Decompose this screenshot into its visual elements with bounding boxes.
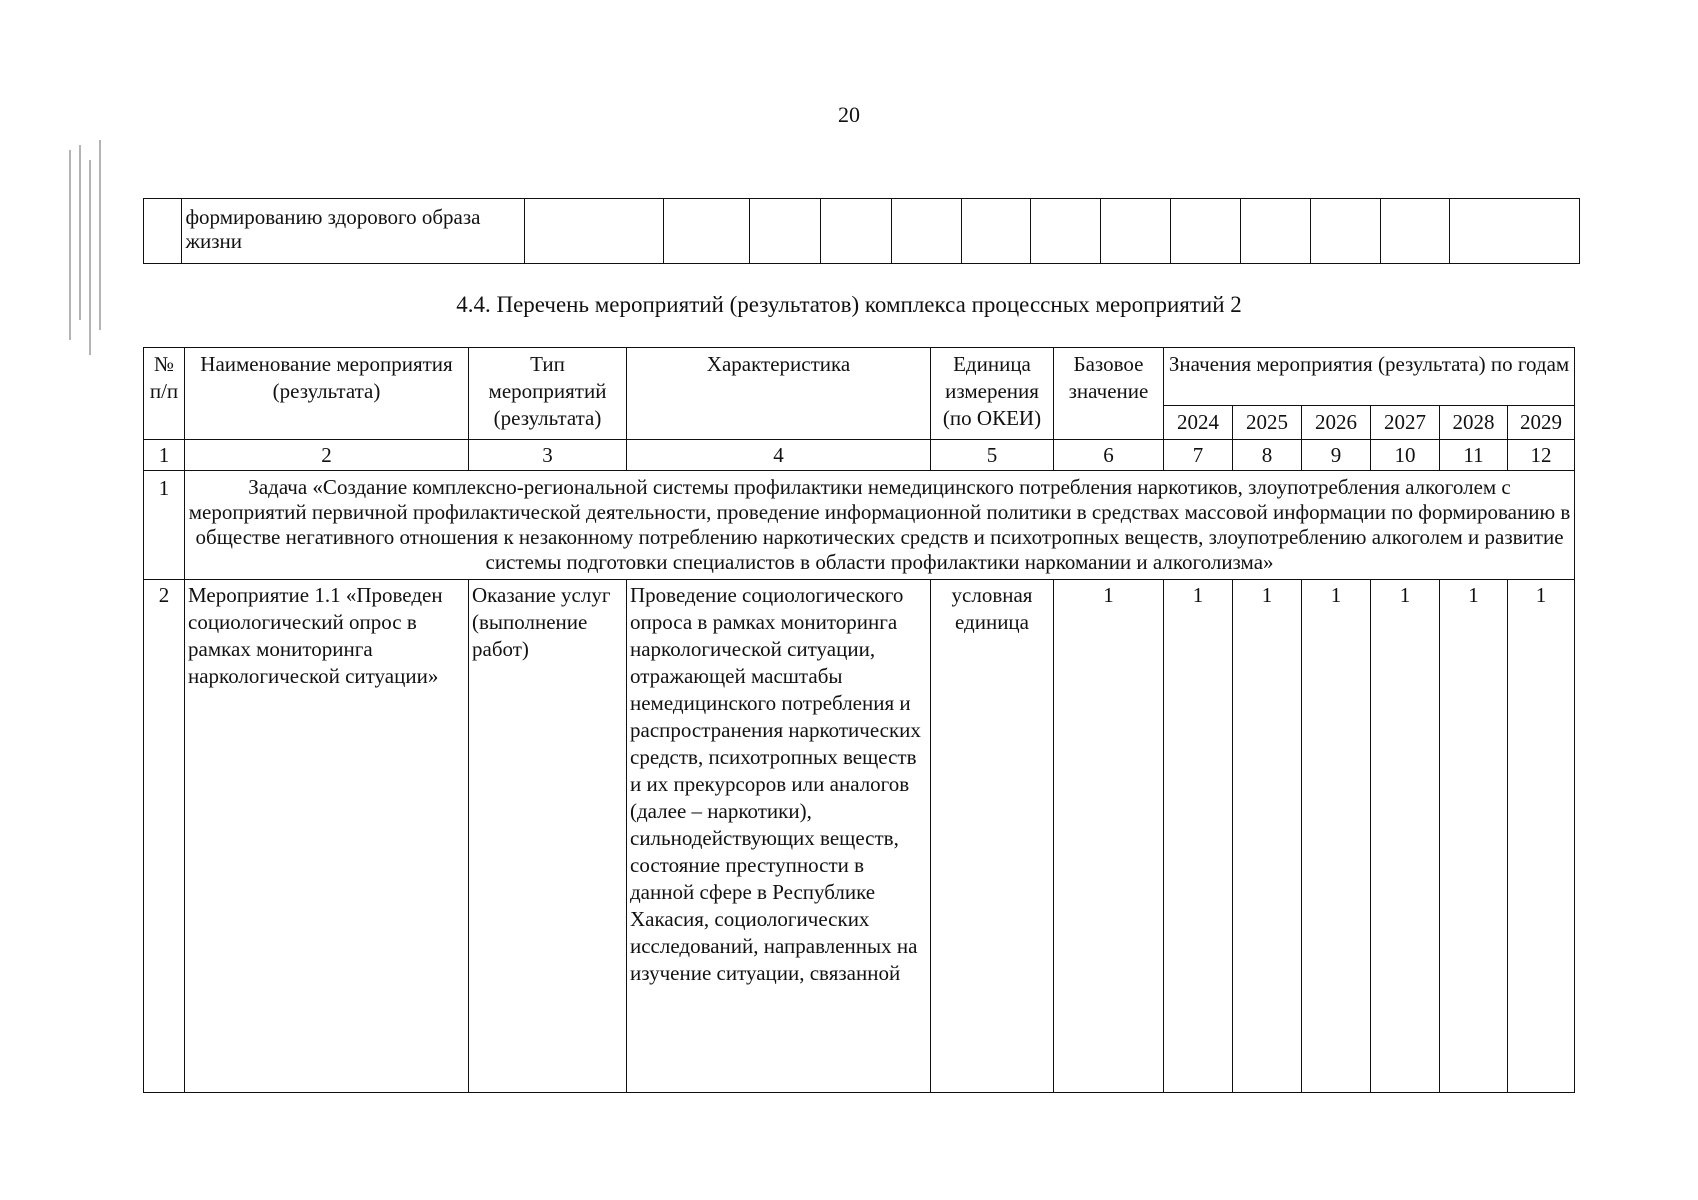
- table-header-row: [144, 348, 1575, 406]
- header-characteristic: Характеристика: [627, 348, 931, 440]
- task-row: [144, 471, 1575, 580]
- column-number: 2: [185, 440, 469, 471]
- activity-year-value: 1: [1233, 580, 1302, 1093]
- column-number: 8: [1233, 440, 1302, 471]
- activity-year-value: 1: [1302, 580, 1371, 1093]
- column-number: 11: [1440, 440, 1508, 471]
- activity-year-value: 1: [1371, 580, 1440, 1093]
- column-number-row: [144, 440, 1575, 471]
- registration-stamp: [60, 140, 110, 370]
- previous-table-fragment: [143, 198, 1580, 264]
- activity-characteristic: Проведение социологического опроса в рамках мониторинга наркологической ситуации, отражающей масштабы немедицинского потребления и распространения наркотических средств, психотропных веществ и их прекурсоров или аналогов (далее – наркотики), сильнодействующих веществ, состояние преступности в данной сфере в Республике Хакасия, социологических исследований, направленных на изучение ситуации, связанной: [627, 580, 931, 1093]
- column-number: 10: [1371, 440, 1440, 471]
- header-year: 2029: [1508, 406, 1575, 440]
- activity-type: Оказание услуг (выполнение работ): [469, 580, 627, 1093]
- header-year: 2027: [1371, 406, 1440, 440]
- column-number: 5: [931, 440, 1054, 471]
- column-number: 9: [1302, 440, 1371, 471]
- header-year: 2026: [1302, 406, 1371, 440]
- task-row-num: 1: [144, 471, 185, 580]
- activity-year-value: 1: [1164, 580, 1233, 1093]
- header-values-group: Значения мероприятия (результата) по годам: [1164, 348, 1575, 406]
- activity-year-value: 1: [1440, 580, 1508, 1093]
- header-num: № п/п: [144, 348, 185, 440]
- header-year: 2024: [1164, 406, 1233, 440]
- activity-row: [144, 580, 1575, 1093]
- column-number: 12: [1508, 440, 1575, 471]
- activity-year-value: 1: [1508, 580, 1575, 1093]
- header-year: 2028: [1440, 406, 1508, 440]
- activity-base-value: 1: [1054, 580, 1164, 1093]
- activities-table: [143, 347, 1575, 1093]
- column-number: 3: [469, 440, 627, 471]
- header-base: Базовое значение: [1054, 348, 1164, 440]
- header-unit: Единица измерения (по ОКЕИ): [931, 348, 1054, 440]
- previous-row-text: формированию здорового образа жизни: [182, 199, 524, 264]
- header-name: Наименование мероприятия (результата): [185, 348, 469, 440]
- header-type: Тип мероприятий (результата): [469, 348, 627, 440]
- task-description: Задача «Создание комплексно-региональной системы профилактики немедицинского потребления наркотиков, злоупотребления алкоголем с мероприятий первичной профилактической деятельности, проведение информационной политики в средствах массовой информации по формированию в обществе негативного отношения к незаконному потреблению наркотических средств и психотропных веществ, злоупотреблению алкоголем и развитие системы подготовки специалистов в области профилактики наркомании и алкоголизма»: [185, 471, 1575, 580]
- activity-num: 2: [144, 580, 185, 1093]
- page-number: 20: [838, 102, 860, 127]
- column-number: 6: [1054, 440, 1164, 471]
- activity-unit: условная единица: [931, 580, 1054, 1093]
- column-number: 7: [1164, 440, 1233, 471]
- activity-name: Мероприятие 1.1 «Проведен социологический опрос в рамках мониторинга наркологической ситуации»: [185, 580, 469, 1093]
- section-title: 4.4. Перечень мероприятий (результатов) комплекса процессных мероприятий 2: [456, 292, 1242, 317]
- column-number: 4: [627, 440, 931, 471]
- header-year: 2025: [1233, 406, 1302, 440]
- column-number: 1: [144, 440, 185, 471]
